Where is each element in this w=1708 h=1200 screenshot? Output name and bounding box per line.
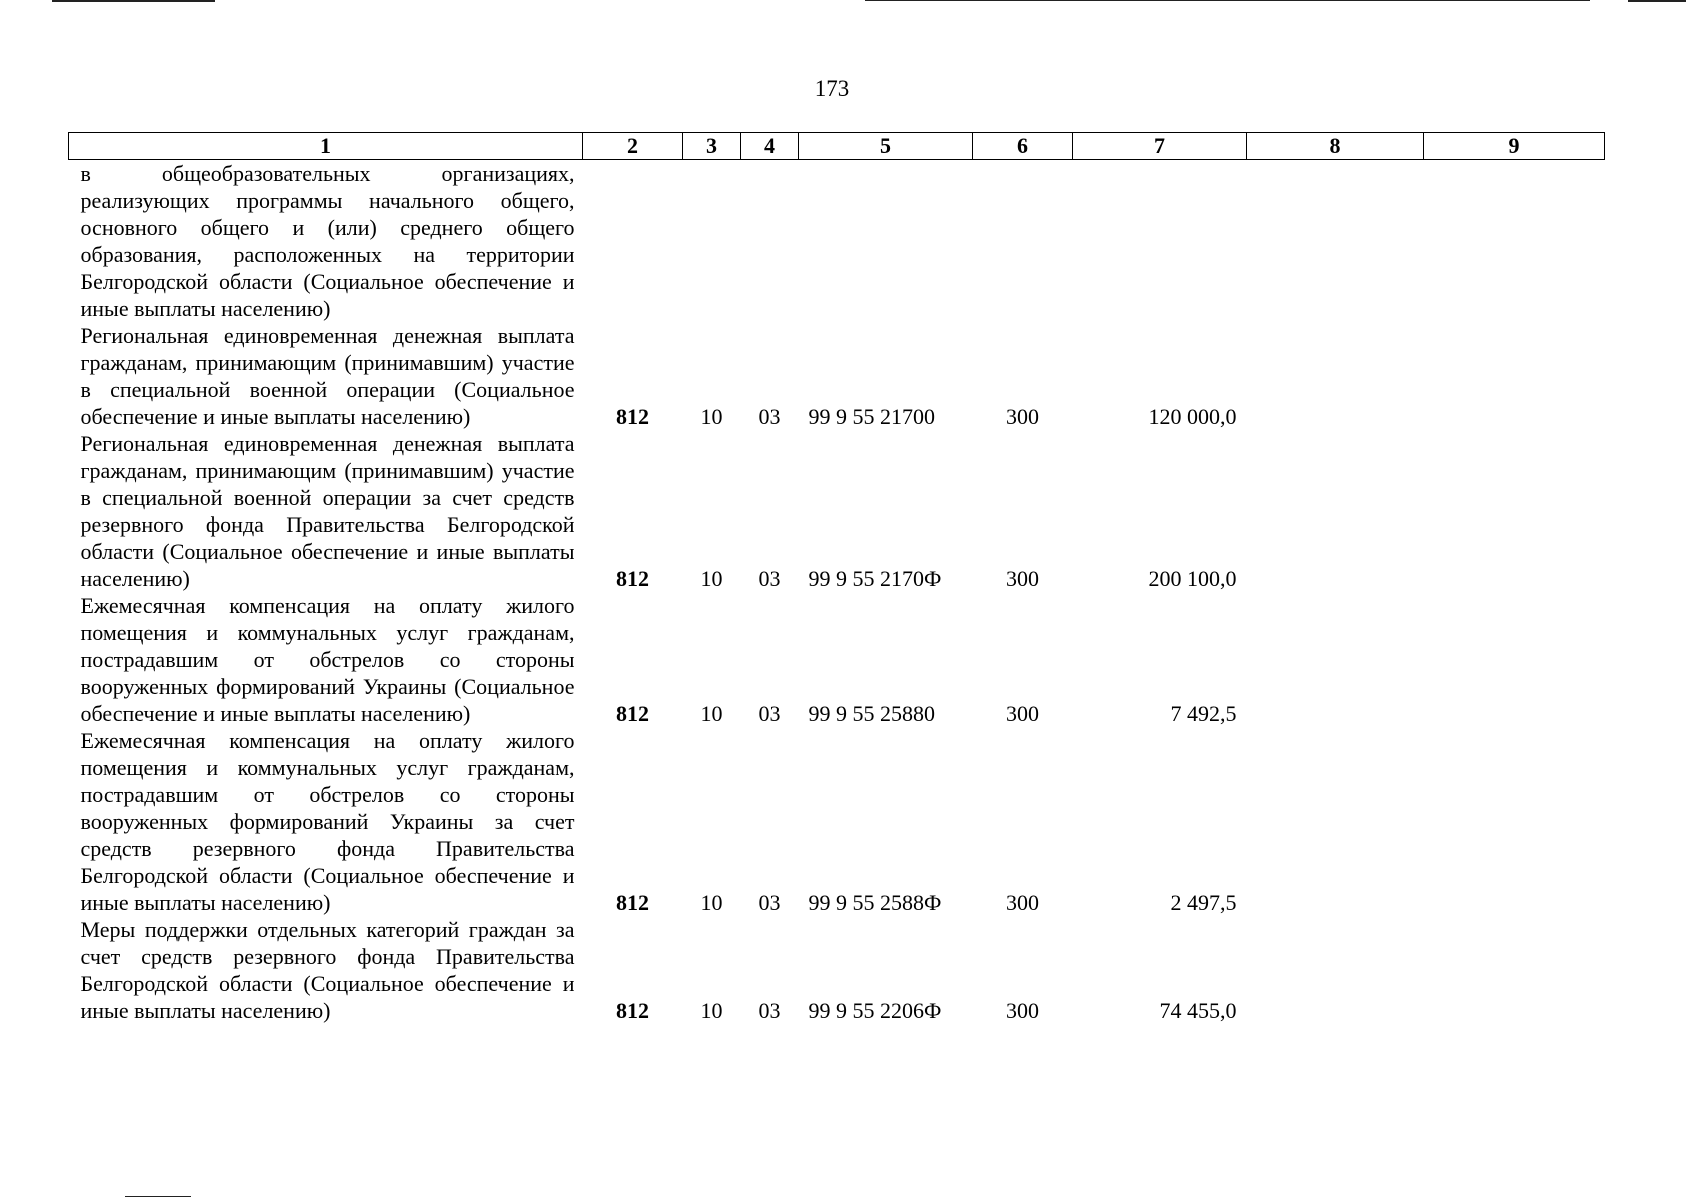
amount: 200 100,0 bbox=[1148, 566, 1237, 591]
section-code: 10 bbox=[700, 566, 723, 591]
column-header-3: 3 bbox=[683, 133, 741, 160]
column-header-2: 2 bbox=[583, 133, 683, 160]
table-header bbox=[69, 133, 1605, 160]
row-name: Региональная единовременная денежная выплата гражданам, принимающим (принимавшим) участие в специальной военной операции (Социальное обеспечение и иные выплаты населению) bbox=[80, 323, 575, 429]
column-8-cell bbox=[1247, 322, 1424, 430]
section-code: 10 bbox=[700, 998, 723, 1023]
scan-artifact-line bbox=[125, 1196, 191, 1197]
column-9-cell bbox=[1424, 916, 1605, 1024]
column-header-5: 5 bbox=[799, 133, 973, 160]
column-header-9: 9 bbox=[1424, 133, 1605, 160]
table-row bbox=[69, 430, 1605, 592]
ministry-code: 812 bbox=[616, 998, 649, 1023]
section-code: 10 bbox=[700, 701, 723, 726]
subsection-code: 03 bbox=[758, 701, 781, 726]
section-code: 10 bbox=[700, 890, 723, 915]
scan-artifact-line bbox=[1628, 0, 1686, 2]
column-header-4: 4 bbox=[741, 133, 799, 160]
expense-type: 300 bbox=[1006, 998, 1039, 1023]
table-row bbox=[69, 322, 1605, 430]
ministry-code: 812 bbox=[616, 701, 649, 726]
column-header-8: 8 bbox=[1247, 133, 1424, 160]
header-row bbox=[69, 133, 1605, 160]
column-header-1: 1 bbox=[69, 133, 583, 160]
column-8-cell bbox=[1247, 160, 1424, 323]
page-number: 173 bbox=[814, 76, 850, 101]
target-article: 99 9 55 25880 bbox=[808, 701, 935, 726]
column-9-cell bbox=[1424, 592, 1605, 727]
row-name: Меры поддержки отдельных категорий граждан за счет средств резервного фонда Правительства Белгородской области (Социальное обеспечение и иные выплаты населению) bbox=[80, 917, 575, 1023]
amount: 74 455,0 bbox=[1159, 998, 1237, 1023]
row-name: в общеобразовательных организациях, реализующих программы начального общего, основного общего и (или) среднего общего образования, расположенных на территории Белгородской области (Социальное обеспечение и иные выплаты населению) bbox=[80, 161, 575, 321]
column-9-cell bbox=[1424, 322, 1605, 430]
target-article: 99 9 55 2588Ф bbox=[808, 890, 942, 915]
scan-artifact-line bbox=[865, 0, 1590, 1]
subsection-code bbox=[741, 160, 799, 323]
column-9-cell bbox=[1424, 160, 1605, 323]
target-article bbox=[799, 160, 973, 323]
amount: 2 497,5 bbox=[1170, 890, 1237, 915]
expense-type: 300 bbox=[1006, 566, 1039, 591]
section-code: 10 bbox=[700, 404, 723, 429]
table-row bbox=[69, 916, 1605, 1024]
column-9-cell bbox=[1424, 430, 1605, 592]
ministry-code bbox=[583, 160, 683, 323]
subsection-code: 03 bbox=[758, 404, 781, 429]
amount: 120 000,0 bbox=[1148, 404, 1237, 429]
subsection-code: 03 bbox=[758, 566, 781, 591]
expense-type: 300 bbox=[1006, 404, 1039, 429]
amount: 7 492,5 bbox=[1170, 701, 1237, 726]
amount bbox=[1073, 160, 1247, 323]
column-header-6: 6 bbox=[973, 133, 1073, 160]
subsection-code: 03 bbox=[758, 998, 781, 1023]
table-body bbox=[69, 160, 1605, 1025]
section-code bbox=[683, 160, 741, 323]
column-8-cell bbox=[1247, 916, 1424, 1024]
target-article: 99 9 55 21700 bbox=[808, 404, 935, 429]
column-8-cell bbox=[1247, 430, 1424, 592]
table-row bbox=[69, 727, 1605, 916]
table-row bbox=[69, 160, 1605, 323]
expense-type bbox=[973, 160, 1073, 323]
ministry-code: 812 bbox=[616, 890, 649, 915]
target-article: 99 9 55 2170Ф bbox=[808, 566, 942, 591]
column-header-7: 7 bbox=[1073, 133, 1247, 160]
ministry-code: 812 bbox=[616, 566, 649, 591]
subsection-code: 03 bbox=[758, 890, 781, 915]
ministry-code: 812 bbox=[616, 404, 649, 429]
row-name: Ежемесячная компенсация на оплату жилого помещения и коммунальных услуг гражданам, пострадавшим от обстрелов со стороны вооруженных формирований Украины за счет средств резервного фонда Правительства Белгородской области (Социальное обеспечение и иные выплаты населению) bbox=[80, 728, 575, 915]
column-8-cell bbox=[1247, 592, 1424, 727]
row-name: Ежемесячная компенсация на оплату жилого помещения и коммунальных услуг гражданам, пострадавшим от обстрелов со стороны вооруженных формирований Украины (Социальное обеспечение и иные выплаты населению) bbox=[80, 593, 575, 726]
scan-artifact-line bbox=[52, 0, 215, 2]
column-8-cell bbox=[1247, 727, 1424, 916]
row-name: Региональная единовременная денежная выплата гражданам, принимающим (принимавшим) участие в специальной военной операции за счет средств резервного фонда Правительства Белгородской области (Социальное обеспечение и иные выплаты населению) bbox=[80, 431, 575, 591]
budget-table bbox=[68, 132, 1605, 1024]
target-article: 99 9 55 2206Ф bbox=[808, 998, 942, 1023]
expense-type: 300 bbox=[1006, 890, 1039, 915]
table-row bbox=[69, 592, 1605, 727]
column-9-cell bbox=[1424, 727, 1605, 916]
expense-type: 300 bbox=[1006, 701, 1039, 726]
